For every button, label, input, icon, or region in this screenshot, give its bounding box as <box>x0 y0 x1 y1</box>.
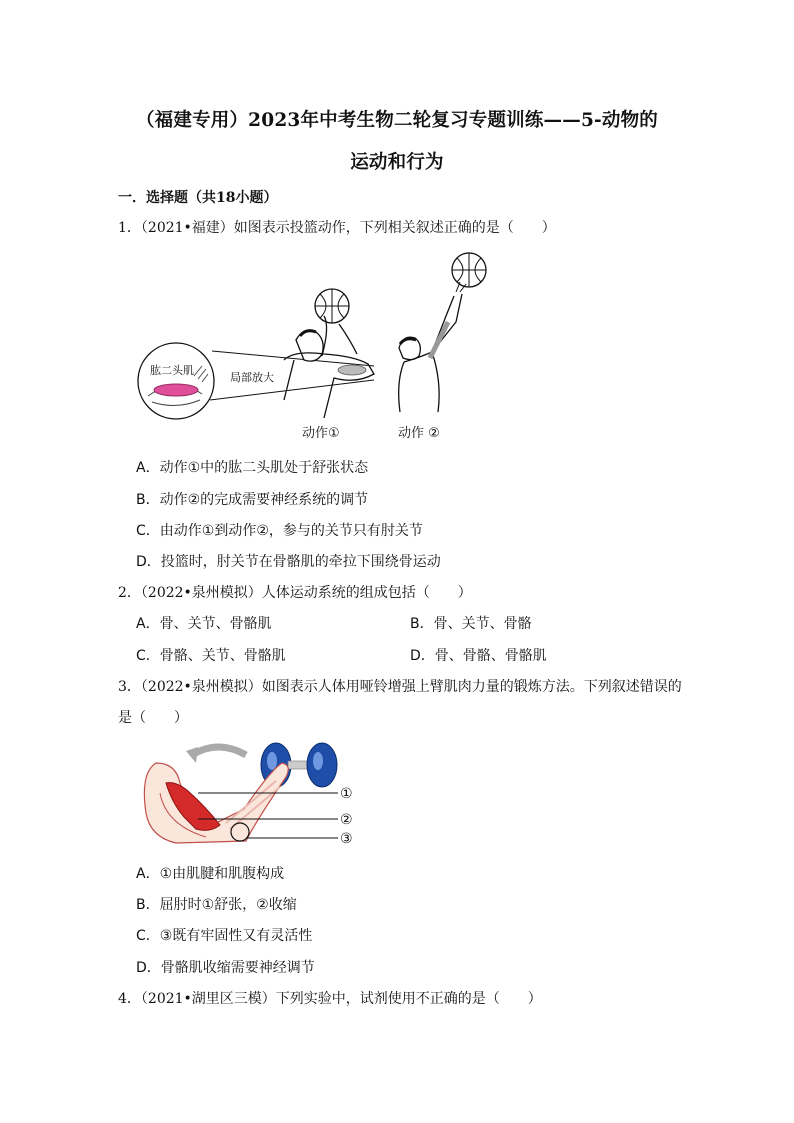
basketball-player-2 <box>399 253 486 412</box>
question-1-option-b: B．动作②的完成需要神经系统的调节 <box>136 492 369 508</box>
action-2-label: 动作 ② <box>398 426 440 441</box>
figure-label-1: ① <box>340 786 353 802</box>
question-3-stem-line-1: 3．（2022•泉州模拟）如图表示人体用哑铃增强上臂肌肉力量的锻炼方法。下列叙述错误的 <box>118 679 682 695</box>
muscle-label: 肱二头肌 <box>150 364 194 377</box>
question-3-option-a: A．①由肌腱和肌腹构成 <box>136 866 285 882</box>
question-1-option-d: D．投篮时，肘关节在骨骼肌的牵拉下围绕骨运动 <box>136 554 441 570</box>
question-1-option-a: A．动作①中的肱二头肌处于舒张状态 <box>136 460 369 476</box>
section-heading: 一．选择题（共18小题） <box>118 190 278 206</box>
question-2-option-a: A．骨、关节、骨骼肌 <box>136 616 272 632</box>
figure-label-2: ② <box>340 812 353 828</box>
question-1-stem: 1．（2021•福建）如图表示投篮动作，下列相关叙述正确的是（ ） <box>118 220 556 236</box>
question-2-option-b: B．骨、关节、骨骼 <box>410 616 532 632</box>
zoom-label: 局部放大 <box>230 371 274 384</box>
question-2-option-d: D．骨、骨骼、骨骼肌 <box>410 648 547 664</box>
basketball-player-1 <box>284 289 374 418</box>
question-3-option-b: B．屈肘时①舒张，②收缩 <box>136 897 297 913</box>
question-3-option-d: D．骨骼肌收缩需要神经调节 <box>136 960 315 976</box>
figure-label-3: ③ <box>340 831 353 847</box>
question-2-option-c: C．骨骼、关节、骨骼肌 <box>136 648 286 664</box>
action-1-label: 动作① <box>302 426 340 441</box>
question-3-option-c: C．③既有牢固性又有灵活性 <box>136 928 313 944</box>
document-title-line-2: 运动和行为 <box>350 152 444 173</box>
question-1-option-c: C．由动作①到动作②，参与的关节只有肘关节 <box>136 523 423 539</box>
question-1-figure <box>134 248 504 448</box>
question-3-figure <box>136 733 366 853</box>
document-title-line-1: （福建专用）2023年中考生物二轮复习专题训练——5-动物的 <box>135 110 659 131</box>
question-4-stem: 4．（2021•湖里区三模）下列实验中，试剂使用不正确的是（ ） <box>118 991 542 1007</box>
magnified-muscle-circle <box>138 343 214 419</box>
question-3-stem-line-2: 是（ ） <box>118 710 188 726</box>
question-2-stem: 2．（2022•泉州模拟）人体运动系统的组成包括（ ） <box>118 585 472 601</box>
